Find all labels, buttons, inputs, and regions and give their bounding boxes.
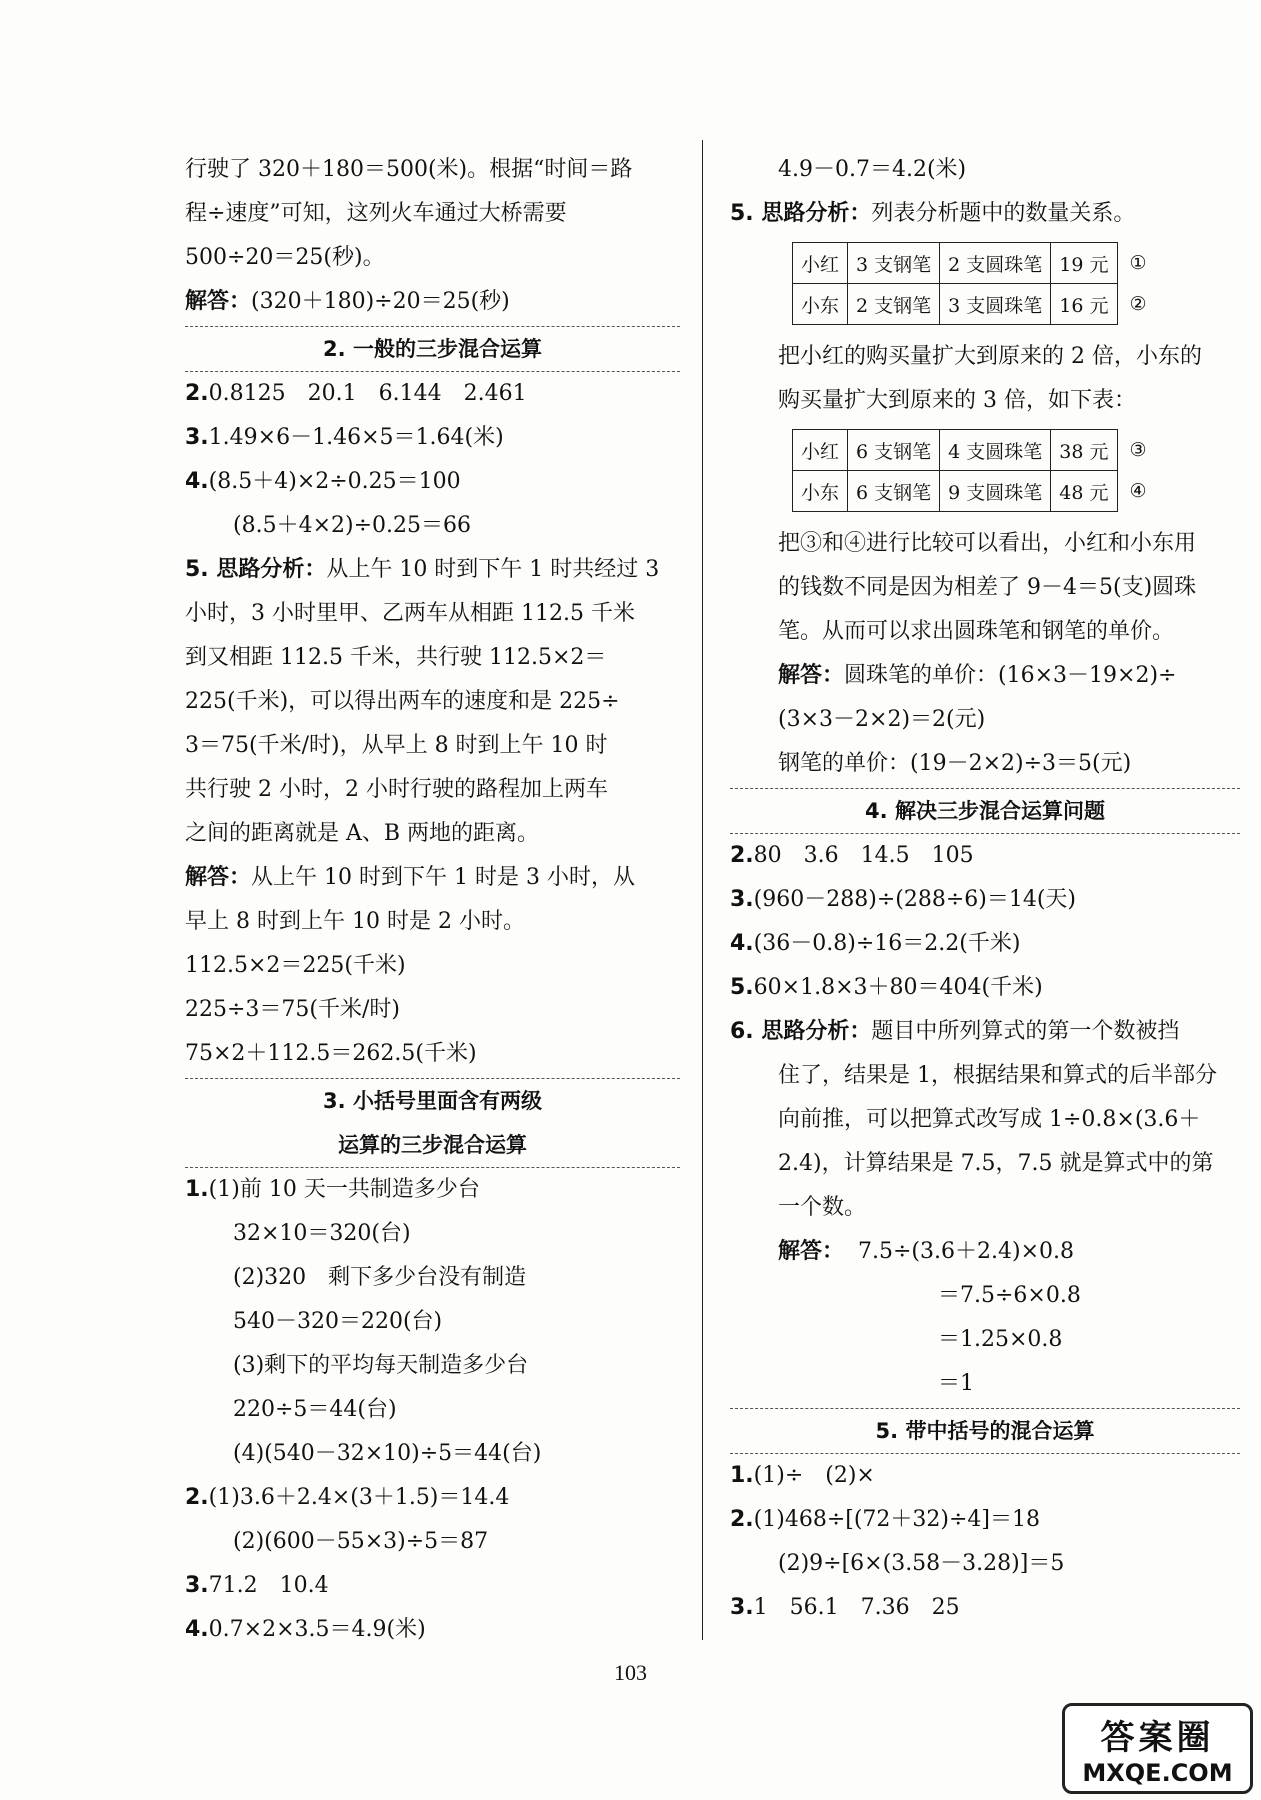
text-line: 的钱数不同是因为相差了 9－4＝5(支)圆珠: [778, 575, 1197, 600]
answer-line: [185, 280, 680, 324]
table-row: [793, 284, 1155, 325]
purchase-table-1: [792, 242, 1155, 325]
answer-item: [185, 372, 680, 416]
answer-label: 解答：: [778, 1239, 845, 1264]
text-line: 到又相距 112.5 千米，共行驶 112.5×2＝: [185, 645, 607, 670]
answer-item: [185, 504, 680, 548]
answer-item: [730, 1498, 1240, 1542]
item-text: (4)(540－32×10)÷5＝44(台): [233, 1441, 542, 1466]
answer-line: [185, 856, 680, 900]
answer-item: [185, 1388, 680, 1432]
text-line: ＝1: [938, 1371, 974, 1396]
text-line: 行驶了 320＋180＝500(米)。根据“时间＝路: [185, 157, 633, 182]
item-number: 4.: [185, 469, 209, 494]
table-cell: 19 元: [1051, 243, 1117, 284]
item-text: 540－320＝220(台): [233, 1309, 443, 1334]
answer-item: [730, 966, 1240, 1010]
text-line: 225÷3＝75(千米/时): [185, 997, 400, 1022]
answer-text: (320＋180)÷20＝25(秒): [251, 289, 510, 314]
answer-label: 解答：: [778, 663, 845, 688]
text-line: ＝7.5÷6×0.8: [938, 1283, 1081, 1308]
text-line: 把③和④进行比较可以看出，小红和小东用: [778, 531, 1197, 556]
item-text: (1)468÷[(72＋32)÷4]＝18: [753, 1507, 1041, 1532]
answer-item: [730, 878, 1240, 922]
item-text: (36－0.8)÷16＝2.2(千米): [753, 931, 1021, 956]
table-cell: 9 支圆珠笔: [940, 471, 1051, 512]
text-line: 向前推，可以把算式改写成 1÷0.8×(3.6＋: [778, 1107, 1201, 1132]
text-line: 112.5×2＝225(千米): [185, 953, 406, 978]
table-row: [793, 243, 1155, 284]
table-cell: 16 元: [1051, 284, 1117, 325]
item-number: 4.: [730, 931, 754, 956]
answer-text: 圆珠笔的单价：(16×3－19×2)÷: [844, 663, 1177, 688]
text-line: 75×2＋112.5＝262.5(千米): [185, 1041, 477, 1066]
answer-item: [730, 1542, 1240, 1586]
text-line: 4.9－0.7＝4.2(米): [778, 157, 967, 182]
answer-text: 从上午 10 时到下午 1 时是 3 小时，从: [251, 865, 635, 890]
text-line: 一个数。: [778, 1195, 867, 1220]
answer-item: [185, 1168, 680, 1212]
answer-item: [185, 1564, 680, 1608]
table-cell: 小红: [793, 243, 848, 284]
item-number: 3.: [185, 425, 209, 450]
item-text: (1)3.6＋2.4×(3＋1.5)＝14.4: [208, 1485, 510, 1510]
item-text: (8.5＋4×2)÷0.25＝66: [233, 513, 471, 538]
answer-label: 解答：: [185, 865, 252, 890]
answer-item: [730, 1586, 1240, 1630]
item-number: 3.: [185, 1573, 209, 1598]
answer-item: [185, 460, 680, 504]
analysis-text: 从上午 10 时到下午 1 时共经过 3: [326, 557, 660, 582]
table-cell: 3 支圆珠笔: [940, 284, 1051, 325]
item-number: 5.: [730, 975, 754, 1000]
item-text: 71.2 10.4: [208, 1573, 329, 1598]
table-cell: 小红: [793, 430, 848, 471]
section-title-3-line2: 运算的三步混合运算: [185, 1123, 680, 1168]
table-cell: 小东: [793, 284, 848, 325]
table-marker: ①: [1117, 243, 1155, 284]
item-number: 3.: [730, 887, 754, 912]
item-text: 60×1.8×3＋80＝404(千米): [753, 975, 1043, 1000]
page-number: 103: [614, 1660, 647, 1685]
text-line: 钢笔的单价：(19－2×2)÷3＝5(元): [778, 751, 1132, 776]
item-number: 2.: [185, 381, 209, 406]
table-marker: ③: [1117, 430, 1155, 471]
table-cell: 4 支圆珠笔: [940, 430, 1051, 471]
analysis-line: [730, 192, 1240, 236]
item-text: (3)剩下的平均每天制造多少台: [233, 1353, 529, 1378]
table-marker: ④: [1117, 471, 1155, 512]
answer-item: [730, 834, 1240, 878]
table-cell: 6 支钢笔: [848, 471, 940, 512]
text-line: 笔。从而可以求出圆珠笔和钢笔的单价。: [778, 619, 1175, 644]
section-title-2: 2. 一般的三步混合运算: [185, 326, 680, 372]
item-text: (1)÷ (2)×: [753, 1463, 875, 1488]
item-number: 2.: [185, 1485, 209, 1510]
answer-item: [730, 922, 1240, 966]
table-cell: 6 支钢笔: [848, 430, 940, 471]
text-line: 程÷速度”可知，这列火车通过大桥需要: [185, 201, 567, 226]
item-number: 3.: [730, 1595, 754, 1620]
item-text: (2)9÷[6×(3.58－3.28)]＝5: [778, 1551, 1065, 1576]
analysis-line: [185, 548, 680, 592]
item-text: 220÷5＝44(台): [233, 1397, 397, 1422]
answer-item: [185, 1476, 680, 1520]
text-line: 小时，3 小时里甲、乙两车从相距 112.5 千米: [185, 601, 635, 626]
item-text: 0.7×2×3.5＝4.9(米): [208, 1617, 426, 1642]
text-line: 早上 8 时到上午 10 时是 2 小时。: [185, 909, 525, 934]
analysis-line: [730, 1010, 1240, 1054]
table-row: [793, 471, 1155, 512]
text-line: 500÷20＝25(秒)。: [185, 245, 385, 270]
answer-item: [185, 1344, 680, 1388]
column-divider: [702, 140, 703, 1640]
answer-line: [730, 654, 1240, 698]
analysis-text: 列表分析题中的数量关系。: [871, 201, 1136, 226]
answer-item: [185, 1300, 680, 1344]
answer-item: [185, 1608, 680, 1652]
item-text: (2)(600－55×3)÷5＝87: [233, 1529, 489, 1554]
watermark-logo: [1062, 1703, 1253, 1794]
text-line: ＝1.25×0.8: [938, 1327, 1063, 1352]
answer-item: [185, 1212, 680, 1256]
answer-item: [185, 1520, 680, 1564]
text-line: 购买量扩大到原来的 3 倍，如下表：: [778, 388, 1136, 413]
text-line: 2.4)，计算结果是 7.5，7.5 就是算式中的第: [778, 1151, 1214, 1176]
left-column: [185, 148, 680, 1652]
text-line: 把小红的购买量扩大到原来的 2 倍，小东的: [778, 344, 1202, 369]
text-line: (3×3－2×2)＝2(元): [778, 707, 986, 732]
table-row: [793, 430, 1155, 471]
item-text: (960－288)÷(288÷6)＝14(天): [753, 887, 1077, 912]
answer-text: 7.5÷(3.6＋2.4)×0.8: [858, 1239, 1074, 1264]
answer-line: [730, 1230, 1240, 1274]
item-text: 32×10＝320(台): [233, 1221, 411, 1246]
section-title-3-line1: 3. 小括号里面含有两级: [185, 1078, 680, 1123]
watermark-title: 答案圈: [1100, 1718, 1215, 1758]
text-line: 共行驶 2 小时，2 小时行驶的路程加上两车: [185, 777, 608, 802]
table-cell: 小东: [793, 471, 848, 512]
section-title-4: 4. 解决三步混合运算问题: [730, 788, 1240, 834]
table-cell: 38 元: [1051, 430, 1117, 471]
purchase-table-2: [792, 429, 1155, 512]
answer-label: 解答：: [185, 289, 252, 314]
item-text: 80 3.6 14.5 105: [753, 843, 974, 868]
item-text: (2)320 剩下多少台没有制造: [233, 1265, 527, 1290]
item-text: (1)前 10 天一共制造多少台: [208, 1177, 480, 1202]
item-text: 0.8125 20.1 6.144 2.461: [208, 381, 527, 406]
text-line: 住了，结果是 1，根据结果和算式的后半部分: [778, 1063, 1217, 1088]
table-cell: 2 支圆珠笔: [940, 243, 1051, 284]
item-number: 4.: [185, 1617, 209, 1642]
section-title-5: 5. 带中括号的混合运算: [730, 1408, 1240, 1454]
item-text: (8.5＋4)×2÷0.25＝100: [208, 469, 461, 494]
table-marker: ②: [1117, 284, 1155, 325]
answer-item: [185, 1432, 680, 1476]
answer-item: [730, 1454, 1240, 1498]
item-number: 2.: [730, 1507, 754, 1532]
item-text: 1.49×6－1.46×5＝1.64(米): [208, 425, 504, 450]
right-column: [730, 148, 1240, 1630]
table-cell: 3 支钢笔: [848, 243, 940, 284]
table-cell: 48 元: [1051, 471, 1117, 512]
answer-item: [185, 1256, 680, 1300]
analysis-text: 题目中所列算式的第一个数被挡: [871, 1019, 1180, 1044]
analysis-label: 5. 思路分析：: [185, 557, 327, 582]
item-number: 2.: [730, 843, 754, 868]
analysis-label: 5. 思路分析：: [730, 201, 872, 226]
answer-item: [185, 416, 680, 460]
text-line: 225(千米)，可以得出两车的速度和是 225÷: [185, 689, 620, 714]
table-cell: 2 支钢笔: [848, 284, 940, 325]
analysis-label: 6. 思路分析：: [730, 1019, 872, 1044]
text-line: 之间的距离就是 A、B 两地的距离。: [185, 821, 540, 846]
item-number: 1.: [730, 1463, 754, 1488]
text-line: 3＝75(千米/时)，从早上 8 时到上午 10 时: [185, 733, 608, 758]
item-text: 1 56.1 7.36 25: [753, 1595, 960, 1620]
item-number: 1.: [185, 1177, 209, 1202]
watermark-url: MXQE.COM: [1082, 1759, 1233, 1787]
